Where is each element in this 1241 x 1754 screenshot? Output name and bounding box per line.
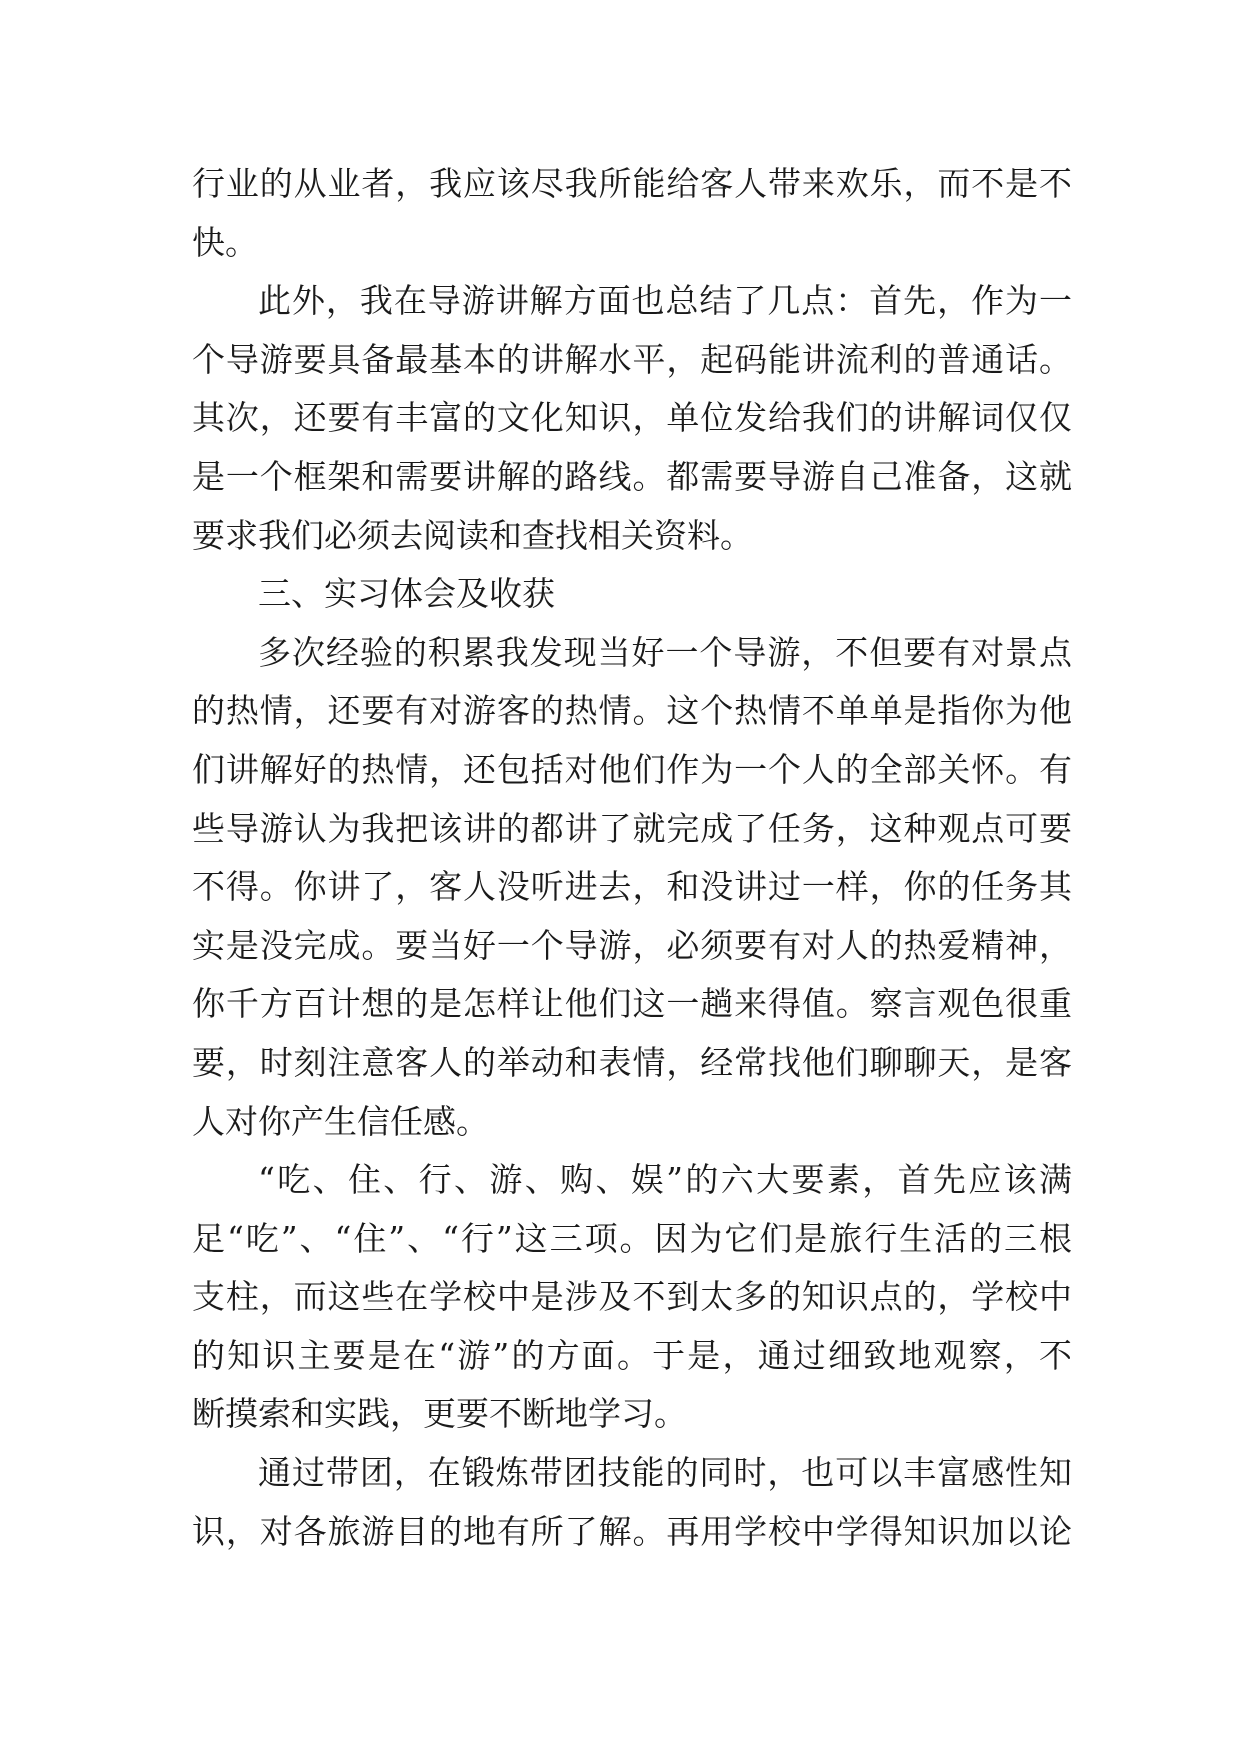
paragraph: [192, 155, 1072, 272]
text-line: 要，时刻注意客人的举动和表情，经常找他们聊聊天，是客: [192, 1042, 1072, 1082]
text-line: 的知识主要是在“游”的方面。于是，通过细致地观察，不: [192, 1335, 1072, 1375]
section-heading-text: 三、实习体会及收获: [258, 574, 555, 614]
paragraph: [192, 1151, 1072, 1444]
document-body: [192, 155, 1072, 1561]
text-line: 要求我们必须去阅读和查找相关资料。: [192, 515, 753, 555]
text-line: 的热情，还要有对游客的热情。这个热情不单单是指你为他: [192, 691, 1072, 731]
text-line: 此外，我在导游讲解方面也总结了几点：首先，作为一: [258, 281, 1072, 321]
text-line: 快。: [192, 222, 258, 262]
text-line: 些导游认为我把该讲的都讲了就完成了任务，这种观点可要: [192, 808, 1072, 848]
text-line: 通过带团，在锻炼带团技能的同时，也可以丰富感性知: [258, 1453, 1072, 1493]
text-line: 其次，还要有丰富的文化知识，单位发给我们的讲解词仅仅: [192, 398, 1072, 438]
paragraph: [192, 272, 1072, 565]
text-line: 足“吃”、“住”、“行”这三项。因为它们是旅行生活的三根: [192, 1218, 1072, 1258]
text-line: “吃、住、行、游、购、娱”的六大要素，首先应该满: [258, 1160, 1072, 1200]
text-line: 行业的从业者，我应该尽我所能给客人带来欢乐，而不是不: [192, 164, 1072, 203]
text-line: 多次经验的积累我发现当好一个导游，不但要有对景点: [258, 632, 1072, 672]
text-line: 人对你产生信任感。: [192, 1101, 489, 1141]
paragraph: [192, 1444, 1072, 1561]
text-line: 识，对各旅游目的地有所了解。再用学校中学得知识加以论: [192, 1511, 1072, 1551]
text-line: 断摸索和实践，更要不断地学习。: [192, 1394, 687, 1434]
text-line: 实是没完成。要当好一个导游，必须要有对人的热爱精神，: [192, 925, 1072, 965]
paragraph: [192, 624, 1072, 1151]
section-heading: [192, 565, 1072, 624]
text-line: 个导游要具备最基本的讲解水平，起码能讲流利的普通话。: [192, 339, 1072, 379]
text-line: 是一个框架和需要讲解的路线。都需要导游自己准备，这就: [192, 456, 1072, 496]
text-line: 你千方百计想的是怎样让他们这一趟来得值。察言观色很重: [192, 984, 1072, 1024]
text-line: 不得。你讲了，客人没听进去，和没讲过一样，你的任务其: [192, 867, 1072, 907]
text-line: 们讲解好的热情，还包括对他们作为一个人的全部关怀。有: [192, 749, 1072, 789]
text-line: 支柱，而这些在学校中是涉及不到太多的知识点的，学校中: [192, 1277, 1072, 1317]
